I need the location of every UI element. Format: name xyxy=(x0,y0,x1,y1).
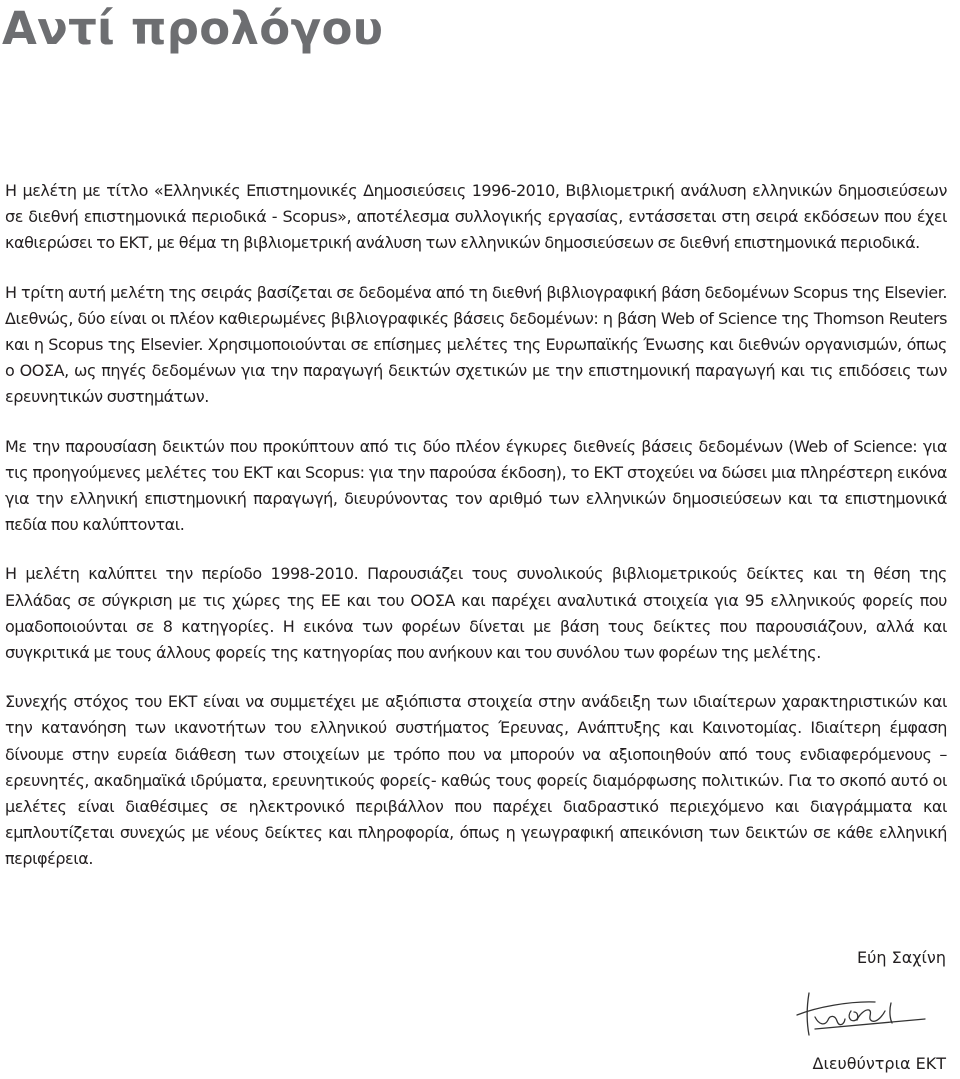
page-title: Αντί προλόγου xyxy=(2,2,384,55)
paragraph-4: Η μελέτη καλύπτει την περίοδο 1998-2010. Παρουσιάζει τους συνολικούς βιβλιομετρικούς δείκτες και τη θέση της Ελλάδας σε σύγκριση με τις χώρες της ΕΕ και του ΟΟΣΑ και παρέχει αναλυτικά στοιχεία για 95 ελληνικούς φορείς που ομαδοποιούνται σε 8 κατηγορίες. Η εικόνα των φορέων δίνεται με βάση τους δείκτες που παρουσιάζουν, αλλά και συγκριτικά με τους άλλους φορείς της κατηγορίας που ανήκουν και του συνόλου των φορέων της μελέτης. xyxy=(5,564,947,663)
paragraph-3: Με την παρουσίαση δεικτών που προκύπτουν από τις δύο πλέον έγκυρες διεθνείς βάσεις δεδομένων (Web of Science: για τις προηγούμενες μελέτες του ΕΚΤ και Scopus: για την παρούσα έκδοση), το ΕΚΤ στοχεύει να δώσει μια πληρέστερη εικόνα για την ελληνική επιστημονική παραγωγή, διευρύνοντας τον αριθμό των ελληνικών δημοσιεύσεων και τα επιστημονικά πεδία που καλύπτονται. xyxy=(5,436,947,535)
paragraph-1: Η μελέτη με τίτλο «Ελληνικές Επιστημονικές Δημοσιεύσεις 1996-2010, Βιβλιομετρική ανάλυση ελληνικών δημοσιεύσεων σε διεθνή επιστημονικά περιοδικά - Scopus», αποτέλεσμα συλλογικής εργασίας, εντάσσεται στη σειρά εκδόσεων που έχει καθιερώσει το ΕΚΤ, με θέμα τη βιβλιομετρική ανάλυση των ελληνικών δημοσιεύσεων σε διεθνή επιστημονικά περιοδικά. xyxy=(5,181,947,253)
signer-role: Διευθύντρια ΕΚΤ xyxy=(812,1054,946,1073)
handwritten-signature xyxy=(795,985,945,1045)
body-text xyxy=(5,178,947,896)
paragraph-5: Συνεχής στόχος του ΕΚΤ είναι να συμμετέχει με αξιόπιστα στοιχεία στην ανάδειξη των ιδιαίτερων χαρακτηριστικών και την κατανόηση των ικανοτήτων του ελληνικού συστήματος Έρευνας, Ανάπτυξης και Καινοτομίας. Ιδιαίτερη έμφαση δίνουμε στην ευρεία διάθεση των στοιχείων με τρόπο που να μπορούν να αξιοποιηθούν από τους ενδιαφερόμενους – ερευνητές, ακαδημαϊκά ιδρύματα, ερευνητικούς φορείς- καθώς τους φορείς διαμόρφωσης πολιτικών. Για το σκοπό αυτό οι μελέτες είναι διαθέσιμες σε ηλεκτρονικό περιβάλλον που παρέχει διαδραστικό περιεχόμενο και διαγράμματα και εμπλουτίζεται συνεχώς με νέους δείκτες και πληροφορία, όπως η γεωγραφική απεικόνιση των δεικτών σε κάθε ελληνική περιφέρεια. xyxy=(5,692,947,869)
signer-name: Εύη Σαχίνη xyxy=(857,948,946,967)
paragraph-2: Η τρίτη αυτή μελέτη της σειράς βασίζεται σε δεδομένα από τη διεθνή βιβλιογραφική βάση δεδομένων Scopus της Elsevier. Διεθνώς, δύο είναι οι πλέον καθιερωμένες βιβλιογραφικές βάσεις δεδομένων: η βάση Web of Science της Thomson Reuters και η Scopus της Elsevier. Χρησιμοποιούνται σε επίσημες μελέτες της Ευρωπαϊκής Ένωσης και διεθνών οργανισμών, όπως ο ΟΟΣΑ, ως πηγές δεδομένων για την παραγωγή δεικτών σχετικών με την επιστημονική παραγωγή και τις επιδόσεις των ερευνητικών συστημάτων. xyxy=(5,282,947,407)
